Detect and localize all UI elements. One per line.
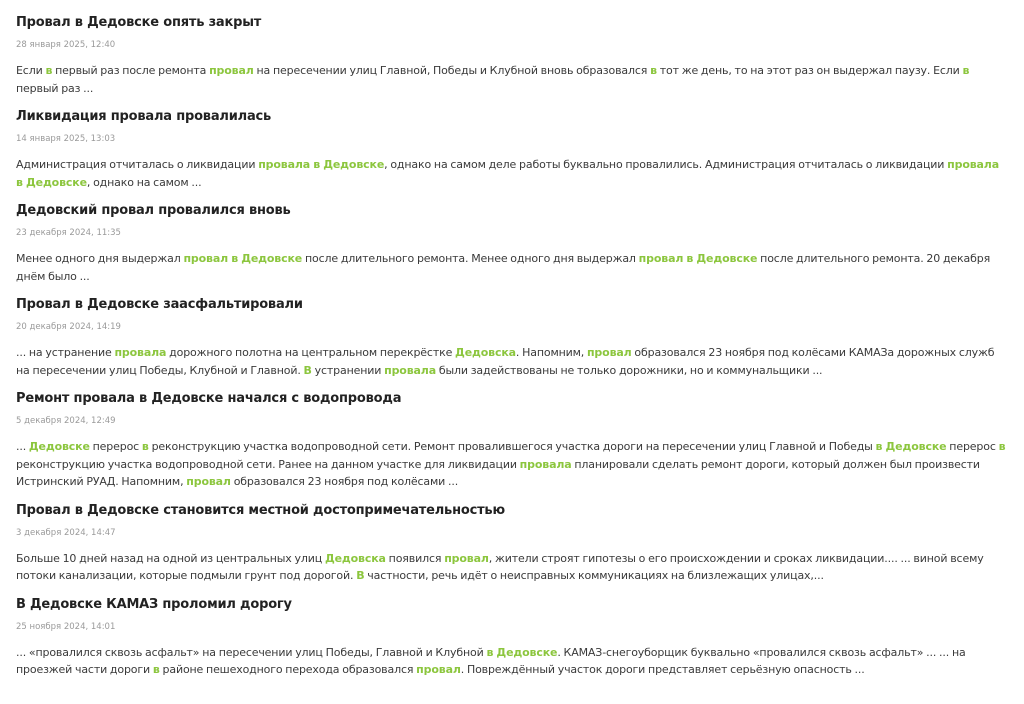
result-title-link[interactable]: Провал в Дедовске заасфальтировали (16, 297, 303, 312)
snippet-highlight: провала (519, 457, 572, 471)
snippet-text: первый раз после ремонта (52, 64, 210, 77)
search-result-item (16, 201, 1008, 285)
result-date: 14 января 2025, 13:03 (16, 134, 116, 144)
snippet-text: Администрация отчиталась о ликвидации (16, 158, 259, 171)
result-snippet (16, 156, 1008, 191)
result-title-link[interactable]: Ликвидация провала провалилась (16, 109, 272, 124)
snippet-highlight: в (152, 663, 160, 676)
search-result-item (16, 295, 1008, 379)
snippet-highlight: провал (209, 64, 254, 77)
snippet-highlight: провала в Дедовске (258, 158, 385, 171)
snippet-highlight: Дедовска (324, 551, 386, 565)
snippet-highlight: в (141, 440, 149, 453)
snippet-text: реконструкцию участка водопроводной сети. Ранее на данном участке для ликвидации (16, 457, 520, 471)
snippet-highlight: в (650, 64, 657, 77)
snippet-text: . Напомним, (515, 346, 587, 359)
snippet-text: Больше 10 дней назад на одной из центральных улиц (16, 551, 325, 565)
snippet-text: после длительного ремонта. 20 декабря днём было ... (16, 252, 991, 283)
snippet-text: перерос (946, 440, 999, 453)
snippet-text: после длительного ремонта. Менее одного дня выдержал (302, 252, 639, 265)
result-date: 20 декабря 2024, 14:19 (16, 322, 121, 332)
snippet-text: , однако на самом ... (86, 175, 202, 189)
snippet-highlight: в (998, 440, 1006, 453)
snippet-highlight: Дедовске (28, 440, 90, 453)
result-snippet (16, 644, 1008, 679)
snippet-highlight: провал (416, 663, 461, 676)
snippet-highlight: в (962, 64, 970, 77)
result-title-link[interactable]: Провал в Дедовске становится местной достопримечательностью (16, 502, 505, 518)
snippet-text: перерос (89, 440, 142, 453)
snippet-text: устранении (311, 363, 385, 377)
snippet-text: . Повреждённый участок дороги представляет серьёзную опасность ... (460, 663, 865, 676)
snippet-text: на пересечении улиц Главной, Победы и Клубной вновь образовался (253, 64, 651, 77)
snippet-highlight: провал в Дедовске (638, 252, 758, 265)
snippet-highlight: провала в Дедовске (16, 158, 999, 189)
search-result-item (16, 13, 1008, 97)
result-title-link[interactable]: Дедовский провал провалился вновь (16, 203, 291, 218)
snippet-highlight: провал в Дедовске (183, 252, 303, 265)
snippet-text: Менее одного дня выдержал (16, 252, 184, 265)
snippet-highlight: Дедовска (455, 346, 516, 359)
snippet-text: , жители строят гипотезы о его происхождении и сроках ликвидации.... ... виной всему потоки канализации, которые подмыли грунт под дорогой. (16, 551, 984, 582)
snippet-highlight: провала (384, 363, 436, 377)
result-snippet (16, 344, 1008, 379)
result-date: 25 ноября 2024, 14:01 (16, 621, 116, 632)
snippet-highlight: в Дедовске (875, 440, 947, 453)
snippet-text: образовался 23 ноября под колёсами КАМАЗа дорожных служб на пересечении улиц Победы, Клубной и Главной. (16, 346, 995, 377)
result-date: 28 января 2025, 12:40 (16, 40, 116, 50)
snippet-text: ... на устранение (16, 346, 115, 359)
snippet-text: реконструкцию участка водопроводной сети. Ремонт провалившегося участка дороги на пересечении улиц Главной и Победы (148, 440, 876, 453)
snippet-text: частности, речь идёт о неисправных коммуникациях на близлежащих улицах,... (364, 569, 824, 582)
search-result-item (16, 389, 1008, 491)
snippet-highlight: провал (444, 551, 489, 565)
snippet-text: . КАМАЗ-снегоуборщик буквально «провалился сквозь асфальт» ... ... на проезжей части дороги (16, 645, 966, 676)
result-snippet (16, 62, 1008, 97)
snippet-text: были задействованы не только дорожники, но и коммунальщики ... (435, 363, 823, 377)
snippet-text: , однако на самом деле работы буквально провалились. Администрация отчиталась о ликвидации (384, 158, 948, 171)
search-result-item (16, 107, 1008, 191)
result-title-link[interactable]: Ремонт провала в Дедовске начался с водопровода (16, 391, 402, 406)
snippet-text: районе пешеходного перехода образовался (159, 663, 417, 676)
result-date: 3 декабря 2024, 14:47 (16, 527, 116, 538)
snippet-text: образовался 23 ноября под колёсами ... (230, 475, 459, 488)
result-date: 23 декабря 2024, 11:35 (16, 228, 121, 238)
result-date: 5 декабря 2024, 12:49 (16, 416, 116, 426)
snippet-text: дорожного полотна на центральном перекрёстке (166, 346, 456, 359)
snippet-text: Если (16, 64, 46, 77)
result-snippet (16, 438, 1008, 491)
result-title-link[interactable]: В Дедовске КАМАЗ проломил дорогу (16, 596, 292, 612)
result-snippet (16, 250, 1008, 285)
snippet-highlight: провал (186, 475, 231, 488)
result-snippet (16, 550, 1008, 585)
snippet-highlight: в (45, 64, 53, 77)
snippet-text: первый раз ... (16, 81, 94, 95)
snippet-highlight: в Дедовске (486, 645, 558, 659)
search-result-item (16, 501, 1008, 585)
snippet-text: планировали сделать ремонт дороги, который должен был произвести Истринский РУАД. Напомним, (16, 457, 980, 488)
search-result-item (16, 595, 1008, 679)
snippet-text: тот же день, то на этот раз он выдержал паузу. Если (656, 64, 963, 77)
snippet-highlight: В (356, 569, 365, 582)
snippet-text: ... «провалился сквозь асфальт» на пересечении улиц Победы, Главной и Клубной (16, 645, 487, 659)
snippet-text: ... (16, 440, 29, 453)
snippet-highlight: провала (114, 346, 167, 359)
result-title-link[interactable]: Провал в Дедовске опять закрыт (16, 15, 262, 30)
snippet-text: появился (385, 551, 445, 565)
snippet-highlight: В (303, 363, 312, 377)
snippet-highlight: провал (586, 346, 632, 359)
